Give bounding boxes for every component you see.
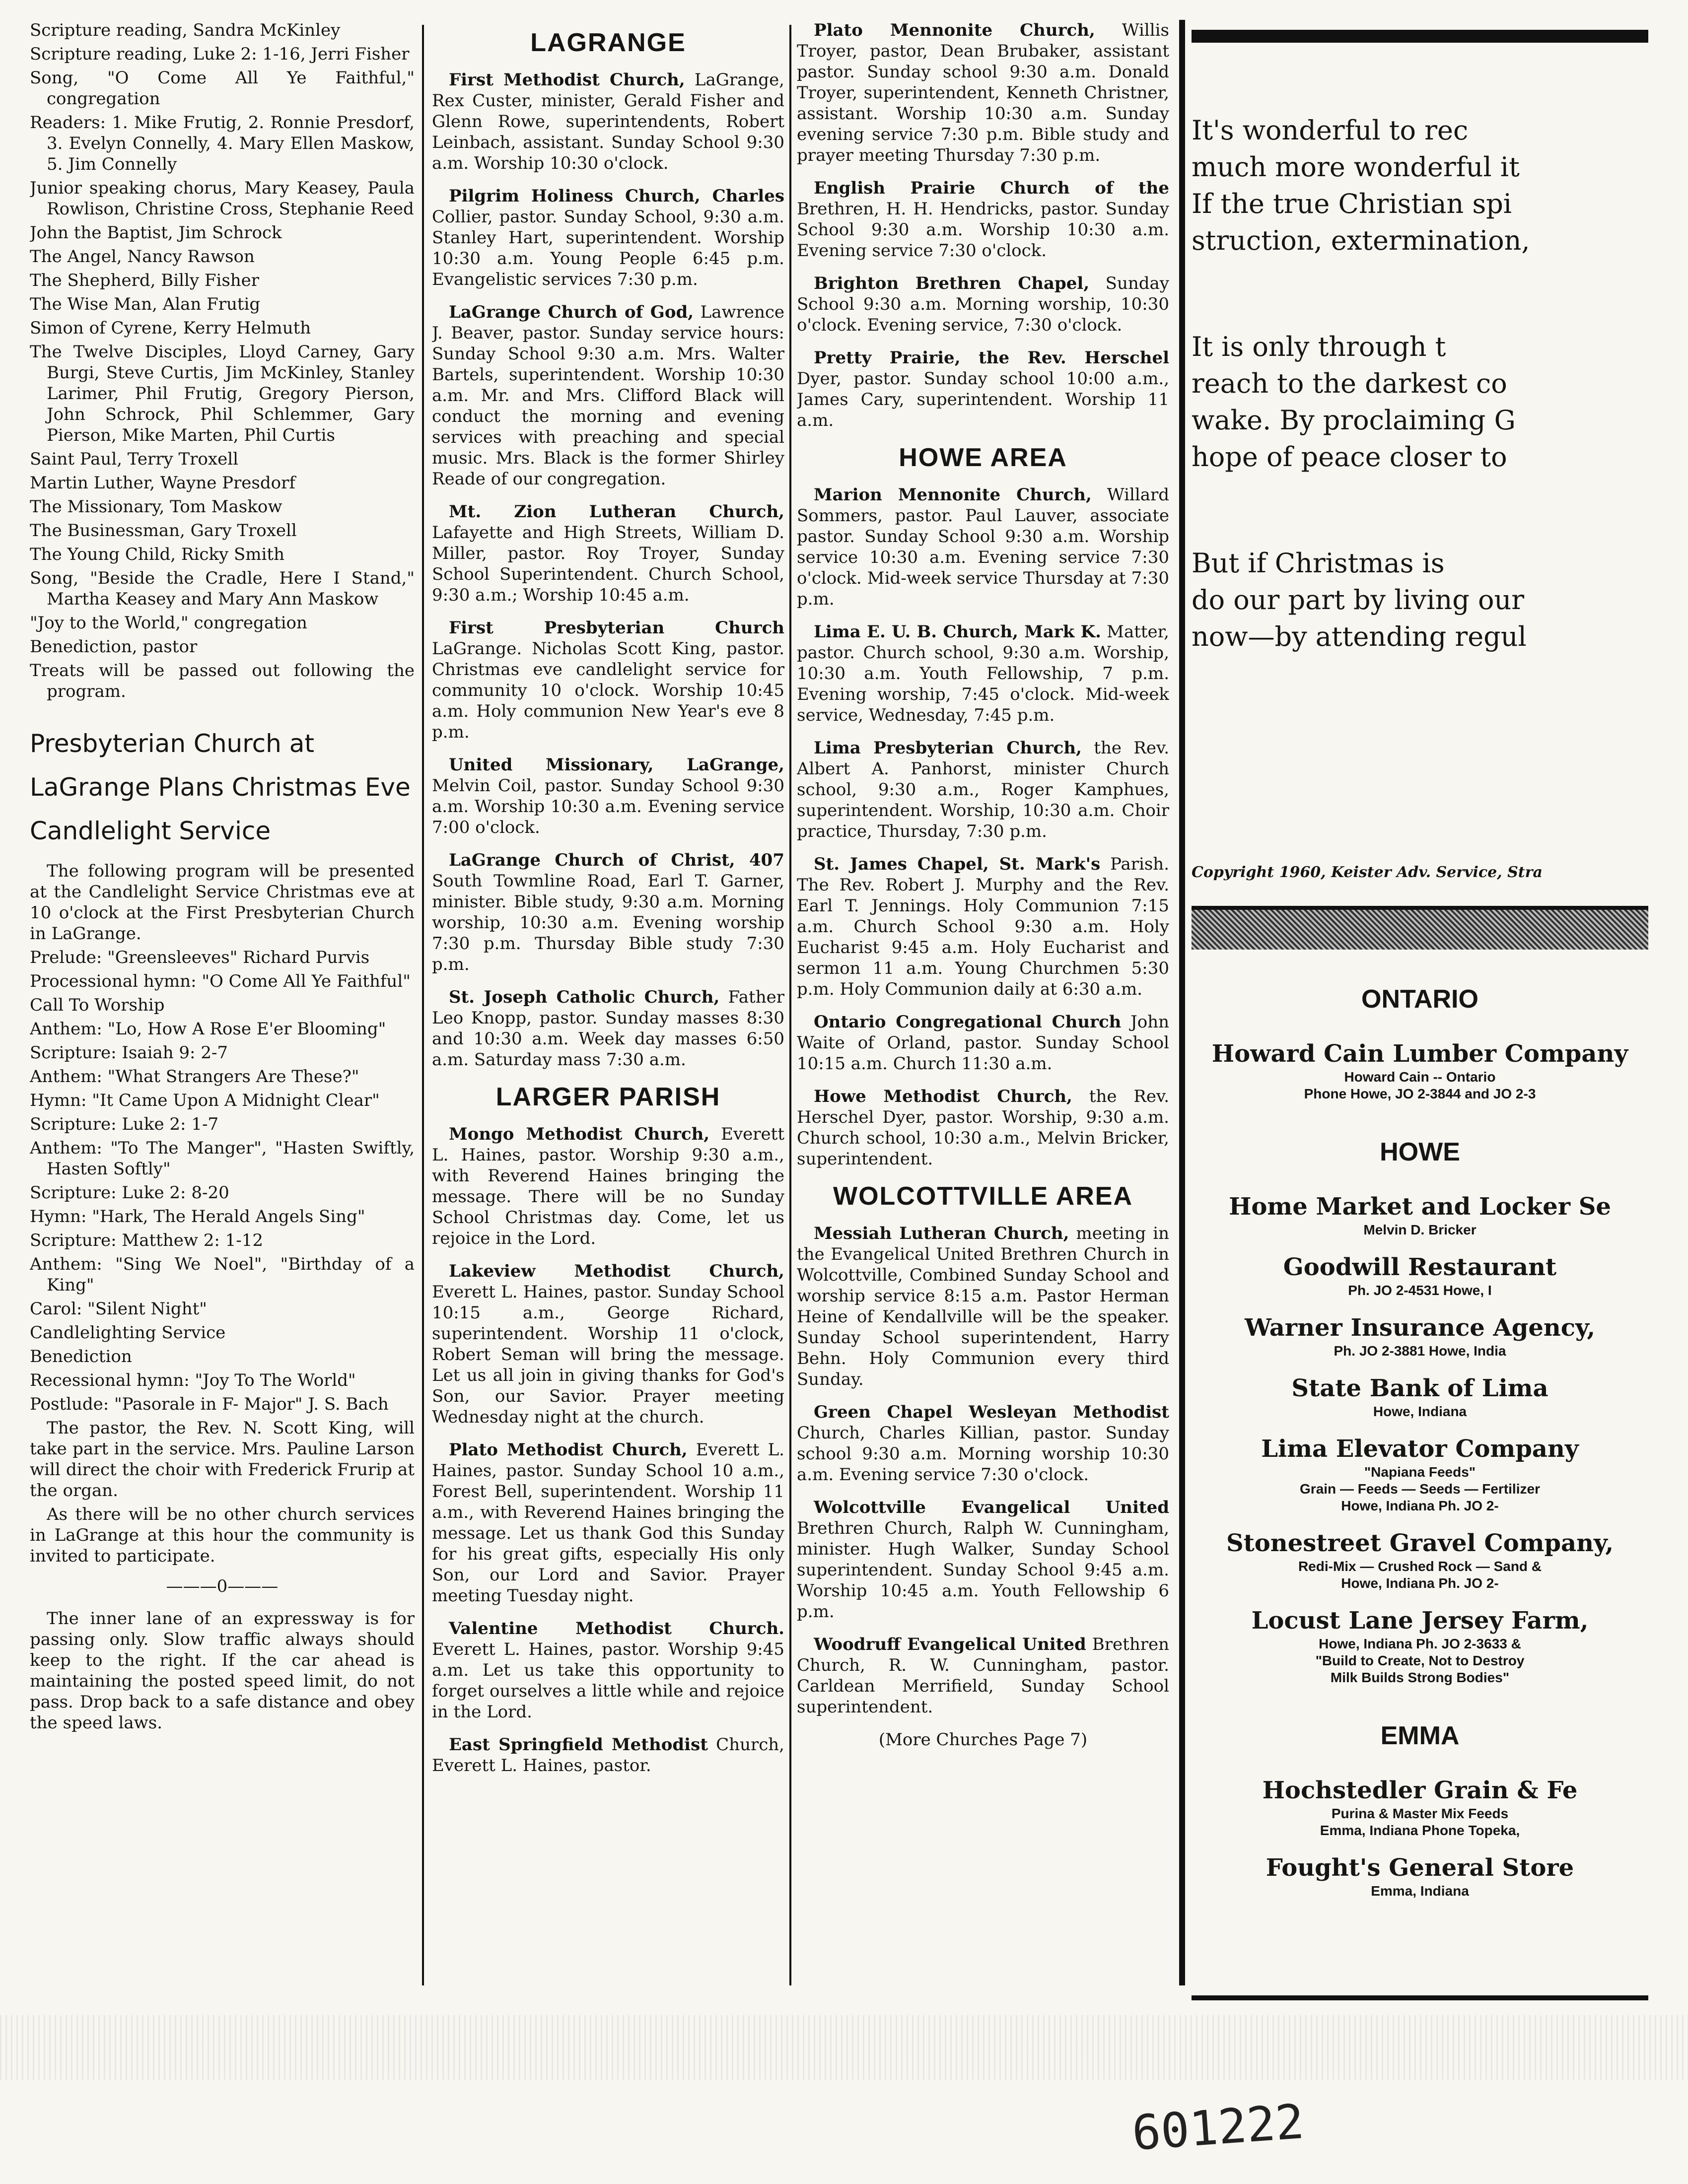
business-detail: Melvin D. Bricker <box>1363 1222 1477 1237</box>
business-name: Warner Insurance Agency, <box>1244 1314 1596 1342</box>
church-listing <box>432 501 784 606</box>
church-name: St. James Chapel, St. Mark's <box>814 854 1101 874</box>
section-heading-larger-parish: LARGER PARISH <box>495 1083 721 1111</box>
church-name: Lakeview Methodist Church, <box>449 1261 784 1281</box>
program-line: The Angel, Nancy Rawson <box>30 247 255 267</box>
service-line: Postlude: "Pasorale in F- Major" J. S. Bach <box>30 1394 389 1414</box>
church-details: Willard Sommers, pastor. Paul Lauver, associate pastor. Sunday School 9:30 a.m. Worship service 10:30 a.m. Evening service 7:30 o'clock. Mid-week service Thursday at 7:30 p.m. <box>797 485 1169 609</box>
ad-text-line: struction, extermination, <box>1192 225 1530 256</box>
program-line: Junior speaking chorus, Mary Keasey, Paula Rowlison, Christine Cross, Stephanie Reed <box>30 178 415 219</box>
church-name: Valentine Methodist Church. <box>449 1619 784 1638</box>
church-details: John Waite of Orland, pastor. Sunday School 10:15 a.m. Church 11:30 a.m. <box>797 1012 1169 1074</box>
sponsor-business <box>1192 1373 1648 1420</box>
church-listing <box>432 1261 784 1428</box>
church-details: Parish. The Rev. Robert J. Murphy and the Rev. Earl T. Jennings. Holy Communion 7:15 a.m. Church School 9:30 a.m. Holy Eucharist 9:45 a.m. Holy Eucharist and sermon 11 a.m. Young Churchmen 5:30 p.m. Holy Communion daily at 6:30 a.m. <box>797 854 1169 999</box>
sponsor-business <box>1192 1853 1648 1900</box>
ad-message-2 <box>1192 329 1648 476</box>
church-details: Lawrence J. Beaver, pastor. Sunday service hours: Sunday School 9:30 a.m. Mrs. Walter Bartels, superintendent. Worship 10:30 a.m. Mr. and Mrs. Clifford Black will conduct the morning and evening services with preaching and special music. Mrs. Black is the former Shirley Reade of our congregation. <box>432 302 784 489</box>
church-name: First Presbyterian Church <box>449 618 784 638</box>
sponsor-business <box>1192 1252 1648 1299</box>
business-detail: Howard Cain -- Ontario <box>1344 1069 1496 1085</box>
column-1 <box>30 20 415 2005</box>
church-details: LaGrange, Rex Custer, minister, Gerald Fisher and Glenn Rowe, superintendents, Robert Leinbach, assistant. Sunday School 9:30 a.m. Worship 10:30 o'clock. <box>432 70 784 173</box>
parish-churches <box>432 1124 784 1776</box>
town-heading: HOWE <box>1380 1138 1460 1166</box>
service-line: Anthem: "Sing We Noel", "Birthday of a King" <box>30 1254 415 1295</box>
program-line: The Twelve Disciples, Lloyd Carney, Gary Burgi, Steve Curtis, Jim McKinley, Stanley Larimer, Phil Frutig, Gregory Pierson, John Schrock, Phil Schlemmer, Gary Pierson, Mike Marten, Phil Curtis <box>30 342 415 445</box>
ad-text-line: reach to the darkest co <box>1192 368 1507 399</box>
service-line: Anthem: "What Strangers Are These?" <box>30 1067 359 1087</box>
program-line: The Young Child, Ricky Smith <box>30 545 284 564</box>
business-detail: Emma, Indiana <box>1371 1883 1469 1899</box>
handwritten-number: 601222 <box>1130 2094 1306 2161</box>
ad-text-line: wake. By proclaiming G <box>1192 405 1516 436</box>
church-listing <box>432 186 784 290</box>
column-rule <box>1179 20 1185 1985</box>
column-2 <box>432 20 784 2005</box>
church-listing <box>797 20 1169 166</box>
church-listing <box>432 617 784 743</box>
church-name: Woodruff Evangelical United <box>814 1635 1086 1654</box>
church-name: LaGrange Church of Christ, 407 <box>449 850 784 870</box>
church-name: English Prairie Church of the <box>814 178 1169 198</box>
ad-message-3 <box>1192 545 1648 655</box>
church-name: Lima E. U. B. Church, Mark K. <box>814 622 1101 642</box>
church-details: the Rev. Albert A. Panhorst, minister Church school, 9:30 a.m., Roger Kamphues, superintendent. Worship, 10:30 a.m. Choir practice, Thursday, 7:30 p.m. <box>797 738 1169 841</box>
sponsor-list <box>1192 984 1648 1900</box>
service-line: Hymn: "It Came Upon A Midnight Clear" <box>30 1091 380 1110</box>
church-details: South Towmline Road, Earl T. Garner, minister. Bible study, 9:30 a.m. Morning worship, 10:30 a.m. Evening worship 7:30 p.m. Thursday Bible study 7:30 p.m. <box>432 871 784 974</box>
business-name: Stonestreet Gravel Company, <box>1226 1529 1614 1557</box>
continued-churches <box>797 20 1169 431</box>
section-heading-howe-area: HOWE AREA <box>899 443 1067 472</box>
service-line: Hymn: "Hark, The Herald Angels Sing" <box>30 1207 365 1227</box>
ad-text-line: It's wonderful to rec <box>1192 115 1469 146</box>
business-name: State Bank of Lima <box>1291 1374 1548 1402</box>
sponsor-business <box>1192 1775 1648 1839</box>
church-listing <box>797 178 1169 261</box>
church-name: First Methodist Church, <box>449 70 685 90</box>
town-heading: EMMA <box>1380 1721 1460 1750</box>
intro-paragraph: The following program will be presented at the Candlelight Service Christmas eve at 10 o'clock at the First Presbyterian Church in LaGrange. <box>30 861 415 944</box>
program-line: Scripture reading, Luke 2: 1-16, Jerri Fisher <box>30 44 410 64</box>
church-name: Green Chapel Wesleyan Methodist <box>814 1402 1169 1422</box>
church-name: Mongo Methodist Church, <box>449 1124 710 1144</box>
church-details: meeting in the Evangelical United Brethren Church in Wolcottville, Combined Sunday School and worship service 8:15 a.m. Pastor Herman Heine of Kendallville will be the speaker. Sunday School superintendent, Harry Behn. Holy Communion every third Sunday. <box>797 1224 1169 1389</box>
service-line: Anthem: "To The Manger", "Hasten Swiftly, Hasten Softly" <box>30 1138 415 1179</box>
church-details: Matter, pastor. Church school, 9:30 a.m. Worship, 10:30 a.m. Youth Fellowship, 7 p.m. Evening worship, 7:45 o'clock. Mid-week service, Wednesday, 7:45 p.m. <box>797 622 1169 725</box>
church-listing <box>432 754 784 838</box>
church-listing <box>432 1618 784 1722</box>
church-listing <box>797 1634 1169 1717</box>
scan-edge-noise <box>0 2015 1688 2080</box>
church-name: St. Joseph Catholic Church, <box>449 987 720 1007</box>
business-detail: Howe, Indiana <box>1373 1404 1467 1419</box>
sponsor-business <box>1192 1192 1648 1238</box>
church-details: Lafayette and High Streets, William D. Miller, pastor. Roy Troyer, Sunday School Superintendent. Church School, 9:30 a.m.; Worship 10:45 a.m. <box>432 523 784 605</box>
church-listing <box>797 1402 1169 1485</box>
wolcottville-churches <box>797 1223 1169 1717</box>
church-name: Marion Mennonite Church, <box>814 485 1092 505</box>
church-details: Sunday School 9:30 a.m. Morning worship, 10:30 o'clock. Evening service, 7:30 o'clock. <box>797 273 1169 335</box>
ad-text-line: do our part by living our <box>1192 584 1525 615</box>
business-name: Hochstedler Grain & Fe <box>1262 1776 1578 1804</box>
business-name: Goodwill Restaurant <box>1283 1253 1557 1281</box>
church-details: Church, Charles Killian, pastor. Sunday school 9:30 a.m. Morning worship 10:30 a.m. Evening service 7:30 o'clock. <box>797 1423 1169 1485</box>
ad-divider-band <box>1192 906 1648 950</box>
ad-message-1 <box>1192 112 1648 259</box>
business-detail: Emma, Indiana Phone Topeka, <box>1320 1823 1520 1838</box>
service-line: Recessional hymn: "Joy To The World" <box>30 1370 356 1390</box>
business-detail: Howe, Indiana Ph. JO 2- <box>1341 1575 1499 1591</box>
church-details: Everett L. Haines, pastor. Worship 9:45 a.m. Let us take this opportunity to forget ourselves a little while and rejoice in the Lord. <box>432 1639 784 1722</box>
ad-text-line: But if Christmas is <box>1192 547 1445 579</box>
church-details: Everett L. Haines, pastor. Worship 9:30 a.m., with Reverend Haines bringing the message. There will be no Sunday School Christmas day. Come, let us rejoice in the Lord. <box>432 1124 784 1248</box>
closing-paragraph: As there will be no other church services in LaGrange at this hour the community is invited to participate. <box>30 1504 415 1566</box>
more-churches-note: (More Churches Page 7) <box>878 1730 1088 1750</box>
program-line: The Businessman, Gary Troxell <box>30 521 297 541</box>
church-name: Mt. Zion Lutheran Church, <box>449 502 784 522</box>
church-listing <box>797 1086 1169 1169</box>
church-details: Melvin Coil, pastor. Sunday School 9:30 a.m. Worship 10:30 a.m. Evening service 7:00 o'clock. <box>432 776 784 837</box>
business-detail: Purina & Master Mix Feeds <box>1331 1806 1509 1821</box>
church-listing <box>797 273 1169 336</box>
business-name: Locust Lane Jersey Farm, <box>1251 1607 1589 1635</box>
business-detail: Phone Howe, JO 2-3844 and JO 2-3 <box>1304 1086 1536 1101</box>
church-details: Church, Everett L. Haines, pastor. <box>432 1735 784 1775</box>
church-name: East Springfield Methodist <box>449 1735 708 1755</box>
church-listing <box>797 621 1169 726</box>
ad-top-bar <box>1192 30 1648 43</box>
service-line: Scripture: Luke 2: 1-7 <box>30 1114 219 1134</box>
ad-text-line: If the true Christian spi <box>1192 188 1512 219</box>
church-name: Ontario Congregational Church <box>814 1012 1122 1032</box>
church-details: LaGrange. Nicholas Scott King, pastor. Christmas eve candlelight service for community 10 o'clock. Worship 10:45 a.m. Holy communion New Year's eve 8 p.m. <box>432 639 784 742</box>
program-line: Benediction, pastor <box>30 637 198 657</box>
church-listing <box>797 347 1169 431</box>
ad-text-line: much more wonderful it <box>1192 151 1520 183</box>
church-name: Plato Mennonite Church, <box>814 20 1095 40</box>
church-details: Willis Troyer, pastor, Dean Brubaker, assistant pastor. Sunday school 9:30 a.m. Donald Troyer, superintendent, Kenneth Christner, assistant. Worship 10:30 a.m. Sunday evening service 7:30 p.m. Bible study and prayer meeting Thursday 7:30 p.m. <box>797 20 1169 165</box>
program-line: "Joy to the World," congregation <box>30 613 307 633</box>
program-line: The Shepherd, Billy Fisher <box>30 271 260 290</box>
business-name: Lima Elevator Company <box>1261 1435 1579 1463</box>
town-heading: ONTARIO <box>1361 985 1478 1014</box>
sponsor-business <box>1192 1434 1648 1514</box>
church-listing <box>432 850 784 975</box>
service-line: Candlelighting Service <box>30 1323 226 1343</box>
church-listing <box>797 1012 1169 1074</box>
ad-text-line: It is only through t <box>1192 331 1446 362</box>
church-details: Everett L. Haines, pastor. Sunday School 10 a.m., Forest Bell, superintendent. Worship 11 a.m., with Reverend Haines bringing the message. Let us thank God this Sunday for his great gifts, especially His only Son, our Lord and Savior. Prayer meeting Tuesday night. <box>432 1440 784 1606</box>
column-rule <box>422 25 424 1985</box>
business-detail: "Napiana Feeds" <box>1364 1464 1476 1480</box>
church-details: Father Leo Knopp, pastor. Sunday masses 8:30 and 10:30 a.m. Week day masses 6:50 a.m. Saturday mass 7:30 a.m. <box>432 987 784 1070</box>
business-name: Fought's General Store <box>1266 1854 1574 1882</box>
program-line: Scripture reading, Sandra McKinley <box>30 20 341 40</box>
church-listing <box>797 1497 1169 1622</box>
ad-text-line: now—by attending regul <box>1192 621 1527 652</box>
program-line: Song, "O Come All Ye Faithful," congregation <box>30 68 415 109</box>
church-name: Lima Presbyterian Church, <box>814 738 1082 758</box>
business-detail: Milk Builds Strong Bodies" <box>1330 1670 1510 1685</box>
business-detail: Grain — Feeds — Seeds — Fertilizer <box>1300 1481 1540 1497</box>
filler-paragraph: The inner lane of an expressway is for passing only. Slow traffic always should keep to the right. If the car ahead is maintaining the posted speed limit, do not pass. Drop back to a safe distance and obey the speed laws. <box>30 1609 415 1733</box>
church-details: Brethren Church, Ralph W. Cunningham, minister. Hugh Walker, Sunday School superintendent. Sunday School 9:45 a.m. Worship 10:45 a.m. Youth Fellowship 6 p.m. <box>797 1518 1169 1622</box>
church-listing <box>432 1439 784 1606</box>
column-3 <box>797 20 1169 2005</box>
business-detail: Ph. JO 2-4531 Howe, I <box>1348 1283 1492 1298</box>
program-line: The Wise Man, Alan Frutig <box>30 294 261 314</box>
business-detail: Ph. JO 2-3881 Howe, India <box>1334 1343 1506 1359</box>
ad-copyright: Copyright 1960, Keister Adv. Service, Stra <box>1192 864 1543 881</box>
church-listing <box>797 738 1169 842</box>
church-details: Dyer, pastor. Sunday school 10:00 a.m., James Cary, superintendent. Worship 11 a.m. <box>797 369 1169 430</box>
church-name: Howe Methodist Church, <box>814 1087 1072 1106</box>
program-list <box>30 20 415 702</box>
sponsor-business <box>1192 1039 1648 1102</box>
church-name: Plato Methodist Church, <box>449 1440 688 1460</box>
church-details: Collier, pastor. Sunday School, 9:30 a.m. Stanley Hart, superintendent. Worship 10:30 a.m. Young People 6:45 p.m. Evangelistic services 7:30 p.m. <box>432 207 784 289</box>
business-name: Home Market and Locker Se <box>1229 1193 1611 1221</box>
church-listing <box>432 987 784 1070</box>
sponsor-business <box>1192 1528 1648 1592</box>
section-heading-lagrange: LAGRANGE <box>530 28 686 57</box>
church-listing <box>432 1124 784 1249</box>
business-detail: Howe, Indiana Ph. JO 2-3633 & <box>1319 1636 1521 1651</box>
service-line: Processional hymn: "O Come All Ye Faithful" <box>30 971 411 991</box>
service-line: Prelude: "Greensleeves" Richard Purvis <box>30 948 370 967</box>
church-name: Pretty Prairie, the Rev. Herschel <box>814 348 1169 368</box>
church-name: United Missionary, LaGrange, <box>449 755 784 775</box>
service-program <box>30 947 415 1415</box>
section-heading-wolcottville-area: WOLCOTTVILLE AREA <box>833 1182 1133 1211</box>
service-line: Scripture: Luke 2: 8-20 <box>30 1183 229 1203</box>
church-name: Brighton Brethren Chapel, <box>814 273 1090 293</box>
church-details: Brethren Church, R. W. Cunningham, pastor. Carldean Merrifield, Sunday School superintendent. <box>797 1635 1169 1717</box>
church-details: the Rev. Herschel Dyer, pastor. Worship, 9:30 a.m. Church school, 10:30 a.m., Melvin Bricker, superintendent. <box>797 1087 1169 1169</box>
program-line: Song, "Beside the Cradle, Here I Stand," Martha Keasey and Mary Ann Maskow <box>30 568 415 609</box>
church-name: Pilgrim Holiness Church, Charles <box>449 186 784 206</box>
service-line: Anthem: "Lo, How A Rose E'er Blooming" <box>30 1019 386 1039</box>
closing-paragraph: The pastor, the Rev. N. Scott King, will take part in the service. Mrs. Pauline Larson will direct the choir with Frederick Frurip at the organ. <box>30 1418 415 1501</box>
business-detail: "Build to Create, Not to Destroy <box>1315 1653 1525 1668</box>
sponsor-business <box>1192 1313 1648 1360</box>
column-rule <box>789 25 791 1985</box>
church-name: Wolcottville Evangelical United <box>814 1498 1169 1517</box>
church-details: Everett L. Haines, pastor. Sunday School 10:15 a.m., George Richard, superintendent. Worship 11 o'clock, Robert Seman will bring the message. Let us all join in giving thanks for God's Son, our Savior. Prayer meeting Wednesday night at the church. <box>432 1282 784 1427</box>
program-line: Simon of Cyrene, Kerry Helmuth <box>30 318 311 338</box>
service-line: Carol: "Silent Night" <box>30 1299 207 1319</box>
lagrange-churches <box>432 69 784 1070</box>
column-4-advertisement <box>1192 20 1648 2005</box>
program-line: Martin Luther, Wayne Presdorf <box>30 473 295 493</box>
bottom-rule <box>1192 1995 1648 2000</box>
program-line: Saint Paul, Terry Troxell <box>30 449 238 469</box>
program-line: Treats will be passed out following the program. <box>30 661 415 701</box>
service-line: Scripture: Isaiah 9: 2-7 <box>30 1043 228 1063</box>
divider: ———0——— <box>166 1576 279 1596</box>
service-line: Benediction <box>30 1347 132 1366</box>
church-listing <box>797 854 1169 1000</box>
business-name: Howard Cain Lumber Company <box>1211 1040 1628 1068</box>
program-line: Readers: 1. Mike Frutig, 2. Ronnie Presdorf, 3. Evelyn Connelly, 4. Mary Ellen Maskow, 5. Jim Connelly <box>30 113 415 174</box>
church-listing <box>797 1223 1169 1390</box>
sponsor-business <box>1192 1606 1648 1686</box>
business-detail: Redi-Mix — Crushed Rock — Sand & <box>1298 1559 1542 1574</box>
church-listing <box>432 69 784 174</box>
ad-text-line: hope of peace closer to <box>1192 441 1507 473</box>
program-line: The Missionary, Tom Maskow <box>30 497 282 517</box>
service-line: Scripture: Matthew 2: 1-12 <box>30 1230 264 1250</box>
church-listing <box>797 484 1169 610</box>
business-detail: Howe, Indiana Ph. JO 2- <box>1341 1498 1499 1513</box>
program-line: John the Baptist, Jim Schrock <box>30 223 282 243</box>
church-name: LaGrange Church of God, <box>449 302 694 322</box>
closing-paragraphs <box>30 1418 415 1567</box>
howe-churches <box>797 484 1169 1169</box>
headline: Presbyterian Church at LaGrange Plans Christmas Eve Candlelight Service <box>30 729 411 845</box>
service-line: Call To Worship <box>30 995 165 1015</box>
church-details: Brethren, H. H. Hendricks, pastor. Sunday School 9:30 a.m. Worship 10:30 a.m. Evening service 7:30 o'clock. <box>797 199 1169 261</box>
church-name: Messiah Lutheran Church, <box>814 1224 1069 1243</box>
church-listing <box>432 1734 784 1776</box>
church-listing <box>432 302 784 489</box>
